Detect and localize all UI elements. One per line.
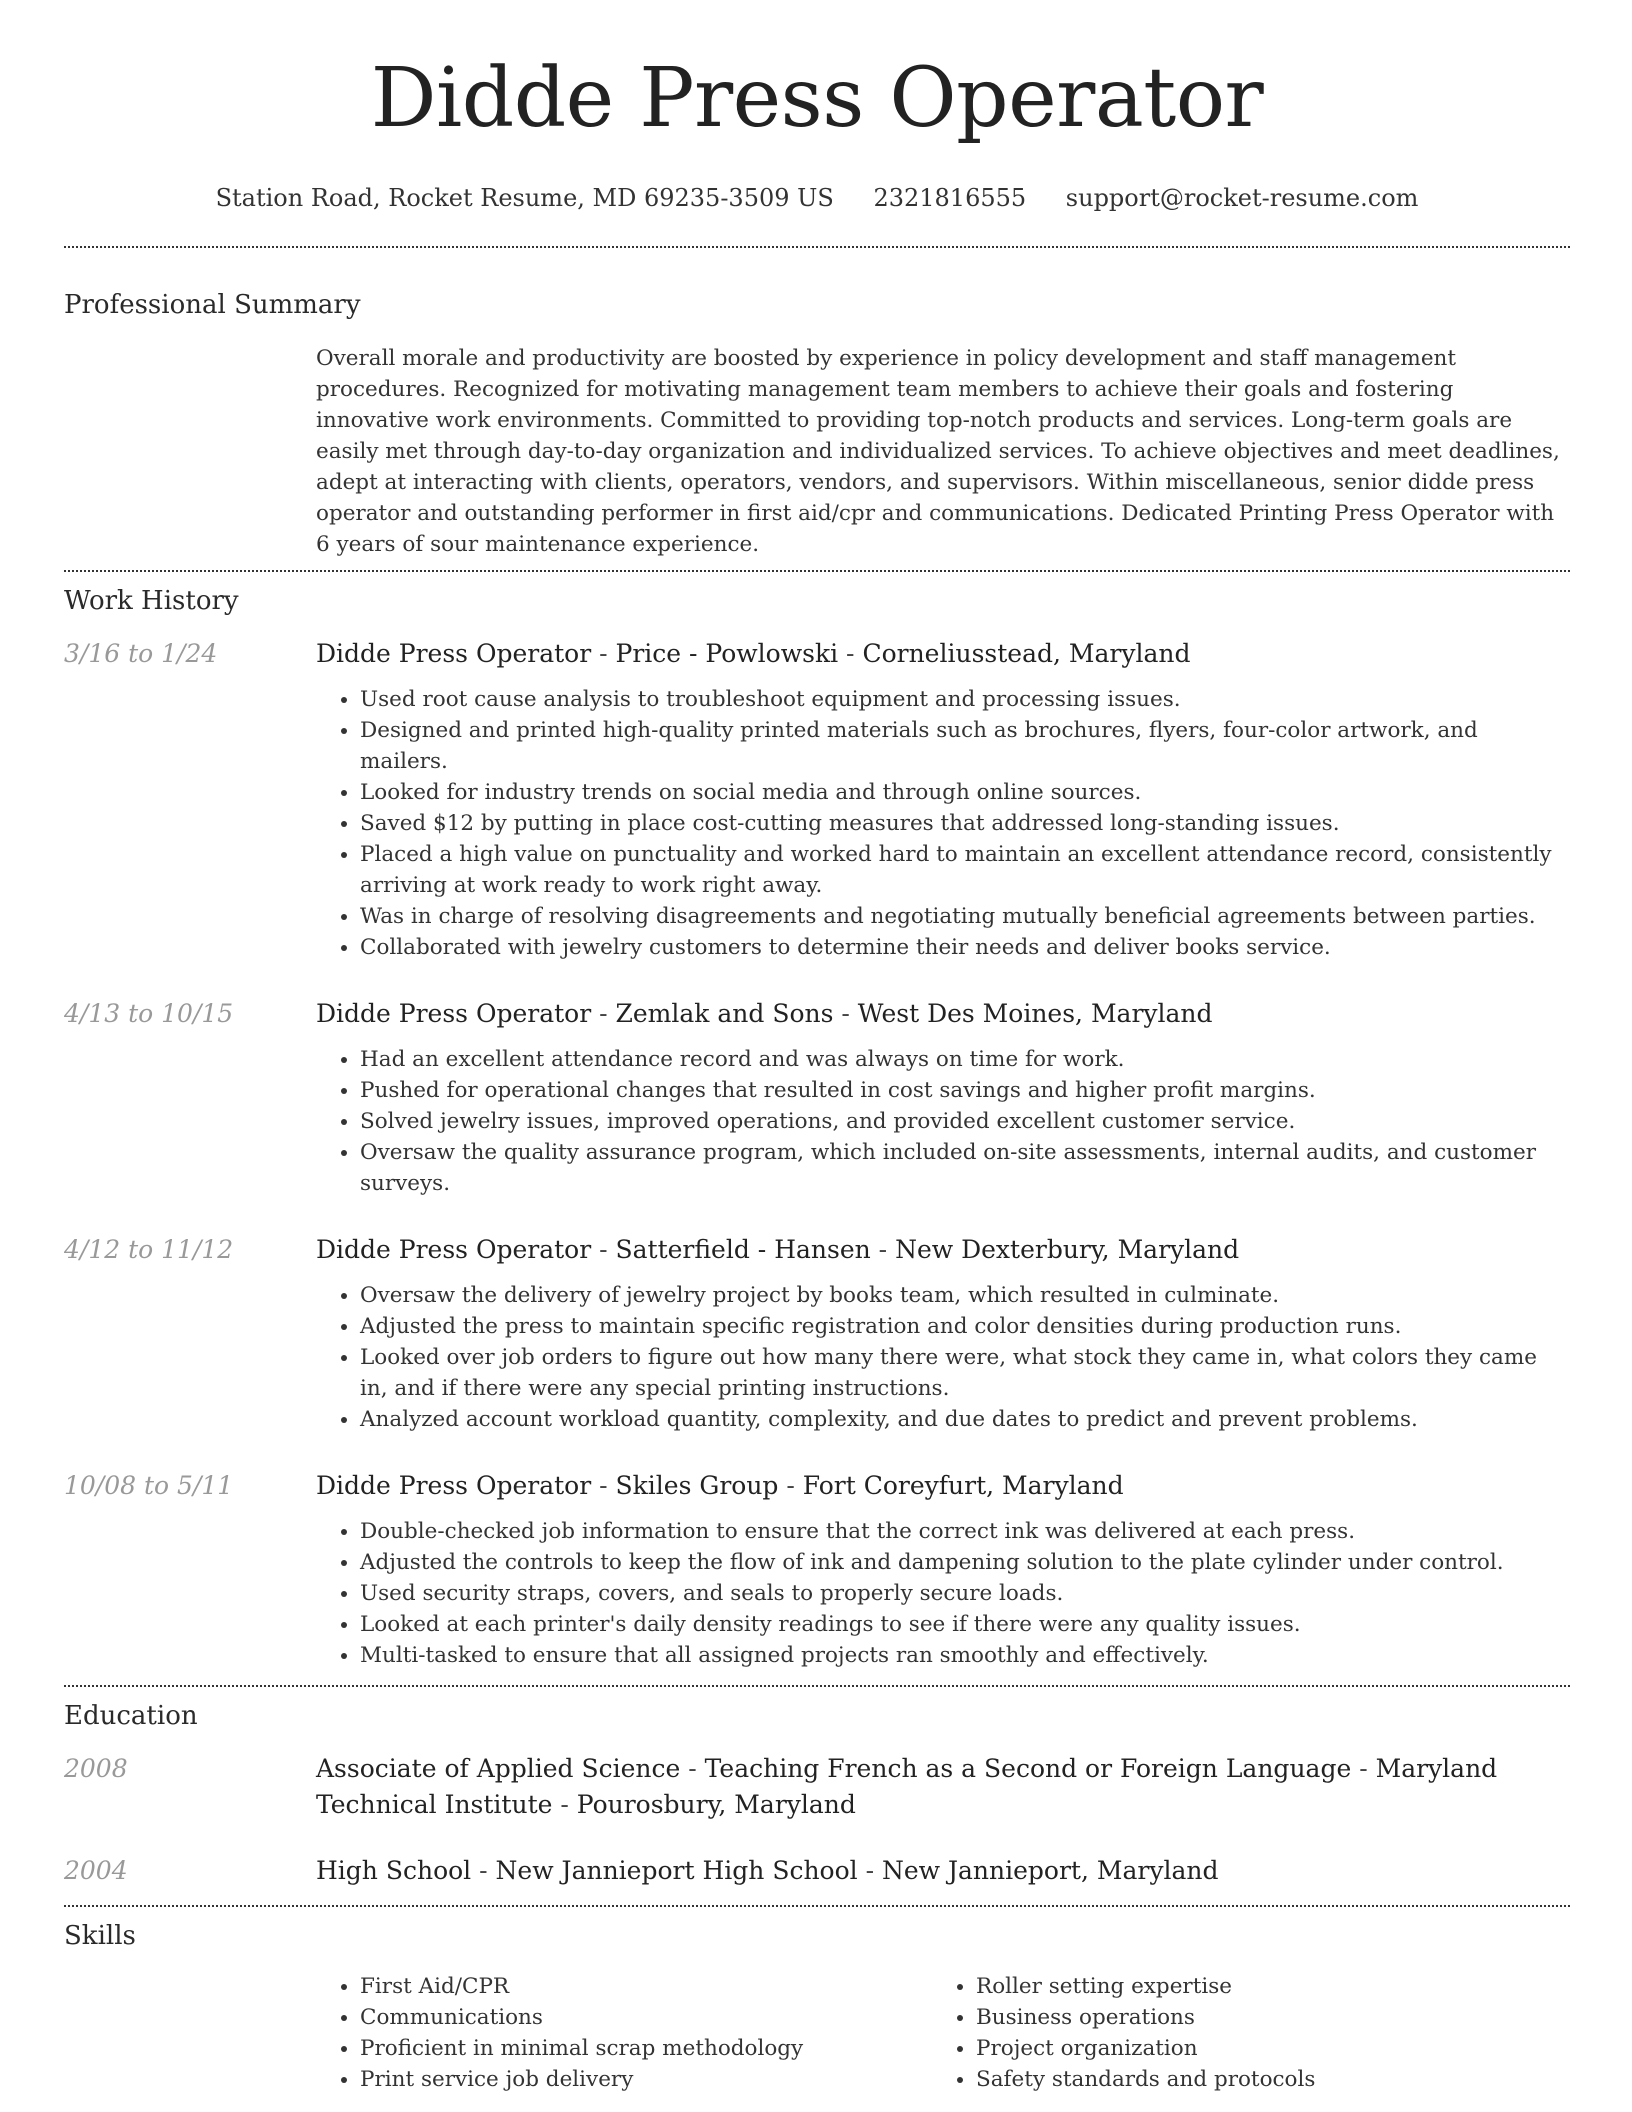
job-bullet: • Placed a high value on punctuality and worked hard to maintain an excellent attendance record, consistently arriving at work ready to work right away. bbox=[360, 839, 1570, 901]
skill-item: • Communications bbox=[360, 2002, 932, 2033]
job-role: Didde Press Operator bbox=[316, 999, 592, 1028]
section-divider bbox=[64, 570, 1570, 572]
job-bullet: • Adjusted the press to maintain specific registration and color densities during production runs. bbox=[360, 1311, 1570, 1342]
resume-page bbox=[64, 0, 1570, 2112]
job-bullet: • Saved $12 by putting in place cost-cutting measures that addressed long-standing issues. bbox=[360, 808, 1570, 839]
education-heading: Education bbox=[64, 1701, 198, 1731]
job-header: Didde Press Operator - Price - Powlowski - Corneliusstead, Maryland bbox=[316, 639, 1191, 668]
job-entry bbox=[64, 1468, 1570, 1671]
candidate-name: Didde Press Operator bbox=[370, 51, 1264, 146]
job-entry bbox=[64, 636, 1570, 963]
job-dates: 10/08 to 5/11 bbox=[64, 1471, 234, 1500]
skill-item: • Roller setting expertise bbox=[976, 1971, 1548, 2002]
job-role: Didde Press Operator bbox=[316, 639, 592, 668]
work-history-heading: Work History bbox=[64, 586, 239, 616]
education-details: High School - New Jannieport High School - New Jannieport, Maryland bbox=[316, 1856, 1219, 1885]
education-degree: Associate of Applied Science bbox=[316, 1754, 681, 1783]
job-bullet: • Analyzed account workload quantity, complexity, and due dates to predict and prevent problems. bbox=[360, 1404, 1570, 1435]
job-location: Fort Coreyfurt, Maryland bbox=[802, 1471, 1124, 1500]
job-bullet: • Multi-tasked to ensure that all assigned projects ran smoothly and effectively. bbox=[360, 1640, 1570, 1671]
job-company: Skiles Group bbox=[615, 1471, 779, 1500]
job-bullet: • Designed and printed high-quality printed materials such as brochures, flyers, four-color artwork, and mailers. bbox=[360, 715, 1570, 777]
job-bullet: • Solved jewelry issues, improved operations, and provided excellent customer service. bbox=[360, 1106, 1570, 1137]
job-bullet: • Used root cause analysis to troubleshoot equipment and processing issues. bbox=[360, 684, 1570, 715]
education-details: Associate of Applied Science - Teaching French as a Second or Foreign Language - Maryland Technical Institute - Pourosbury, Maryland bbox=[316, 1754, 1498, 1819]
education-entry bbox=[64, 1853, 1570, 1889]
job-role: Didde Press Operator bbox=[316, 1235, 592, 1264]
job-bullet: • Looked for industry trends on social media and through online sources. bbox=[360, 777, 1570, 808]
job-bullet: • Oversaw the delivery of jewelry project by books team, which resulted in culminate. bbox=[360, 1280, 1570, 1311]
skill-item: • Print service job delivery bbox=[360, 2064, 932, 2095]
job-bullet: • Oversaw the quality assurance program, which included on-site assessments, internal audits, and customer surveys. bbox=[360, 1137, 1570, 1199]
section-divider bbox=[64, 1905, 1570, 1907]
summary-text: Overall morale and productivity are boosted by experience in policy development and staff management procedures. Recognized for motivating management team members to achieve their goals and fostering innovative work environments. Committed to providing top-notch products and services. Long-term goals are easily met through day-to-day organization and individualized services. To achieve objectives and meet deadlines, adept at interacting with clients, operators, vendors, and supervisors. Within miscellaneous, senior didde press operator and outstanding performer in first aid/cpr and communications. Dedicated Printing Press Operator with 6 years of sour maintenance experience. bbox=[316, 346, 1560, 557]
job-location: West Des Moines, Maryland bbox=[857, 999, 1213, 1028]
job-company: Zemlak and Sons bbox=[615, 999, 834, 1028]
skill-item: • Safety standards and protocols bbox=[976, 2064, 1548, 2095]
job-bullet: • Double-checked job information to ensure that the correct ink was delivered at each press. bbox=[360, 1516, 1570, 1547]
job-header: Didde Press Operator - Zemlak and Sons - West Des Moines, Maryland bbox=[316, 999, 1213, 1028]
job-company: Satterfield - Hansen bbox=[615, 1235, 871, 1264]
education-year: 2004 bbox=[64, 1856, 128, 1885]
job-bullets bbox=[360, 1516, 1570, 1671]
contact-phone: 2321816555 bbox=[873, 184, 1027, 212]
education-location: New Jannieport, Maryland bbox=[881, 1856, 1219, 1885]
job-bullet: • Pushed for operational changes that resulted in cost savings and higher profit margins. bbox=[360, 1075, 1570, 1106]
job-location: New Dexterbury, Maryland bbox=[895, 1235, 1240, 1264]
job-entry bbox=[64, 1232, 1570, 1435]
job-dates: 4/12 to 11/12 bbox=[64, 1235, 234, 1264]
skills-list bbox=[316, 1971, 1570, 2095]
job-bullet: • Adjusted the controls to keep the flow of ink and dampening solution to the plate cylinder under control. bbox=[360, 1547, 1570, 1578]
job-bullets bbox=[360, 1280, 1570, 1435]
skill-item: • Business operations bbox=[976, 2002, 1548, 2033]
job-header: Didde Press Operator - Satterfield - Hansen - New Dexterbury, Maryland bbox=[316, 1235, 1240, 1264]
contact-address: Station Road, Rocket Resume, MD 69235-3509 US bbox=[215, 184, 834, 212]
section-divider bbox=[64, 1685, 1570, 1687]
skills-column-right bbox=[932, 1971, 1548, 2095]
job-dates: 3/16 to 1/24 bbox=[64, 639, 218, 668]
job-bullet: • Used security straps, covers, and seals to properly secure loads. bbox=[360, 1578, 1570, 1609]
job-header: Didde Press Operator - Skiles Group - Fort Coreyfurt, Maryland bbox=[316, 1471, 1124, 1500]
job-bullets bbox=[360, 684, 1570, 963]
skill-item: • Proficient in minimal scrap methodology bbox=[360, 2033, 932, 2064]
contact-line bbox=[64, 186, 1570, 210]
summary-heading: Professional Summary bbox=[64, 290, 361, 320]
section-divider bbox=[64, 246, 1570, 248]
job-bullet: • Collaborated with jewelry customers to determine their needs and deliver books service. bbox=[360, 932, 1570, 963]
education-entry bbox=[64, 1751, 1570, 1823]
job-bullet: • Was in charge of resolving disagreements and negotiating mutually beneficial agreements between parties. bbox=[360, 901, 1570, 932]
education-degree: High School bbox=[316, 1856, 472, 1885]
job-bullets bbox=[360, 1044, 1570, 1199]
job-dates: 4/13 to 10/15 bbox=[64, 999, 234, 1028]
job-company: Price - Powlowski bbox=[615, 639, 839, 668]
job-bullet: • Had an excellent attendance record and was always on time for work. bbox=[360, 1044, 1570, 1075]
job-bullet: • Looked at each printer's daily density readings to see if there were any quality issues. bbox=[360, 1609, 1570, 1640]
skill-item: • Project organization bbox=[976, 2033, 1548, 2064]
skills-column-left bbox=[316, 1971, 932, 2095]
job-location: Corneliusstead, Maryland bbox=[862, 639, 1191, 668]
education-field: Teaching French as a Second or Foreign Language bbox=[704, 1754, 1352, 1783]
education-school: Maryland Technical Institute bbox=[316, 1754, 1498, 1819]
education-location: Pourosbury, Maryland bbox=[576, 1790, 856, 1819]
contact-email: support@rocket-resume.com bbox=[1065, 184, 1419, 212]
education-school: New Jannieport High School bbox=[495, 1856, 858, 1885]
education-year: 2008 bbox=[64, 1754, 128, 1783]
job-entry bbox=[64, 996, 1570, 1199]
job-role: Didde Press Operator bbox=[316, 1471, 592, 1500]
skill-item: • First Aid/CPR bbox=[360, 1971, 932, 2002]
skills-heading: Skills bbox=[64, 1921, 136, 1951]
job-bullet: • Looked over job orders to figure out how many there were, what stock they came in, what colors they came in, and if there were any special printing instructions. bbox=[360, 1342, 1570, 1404]
